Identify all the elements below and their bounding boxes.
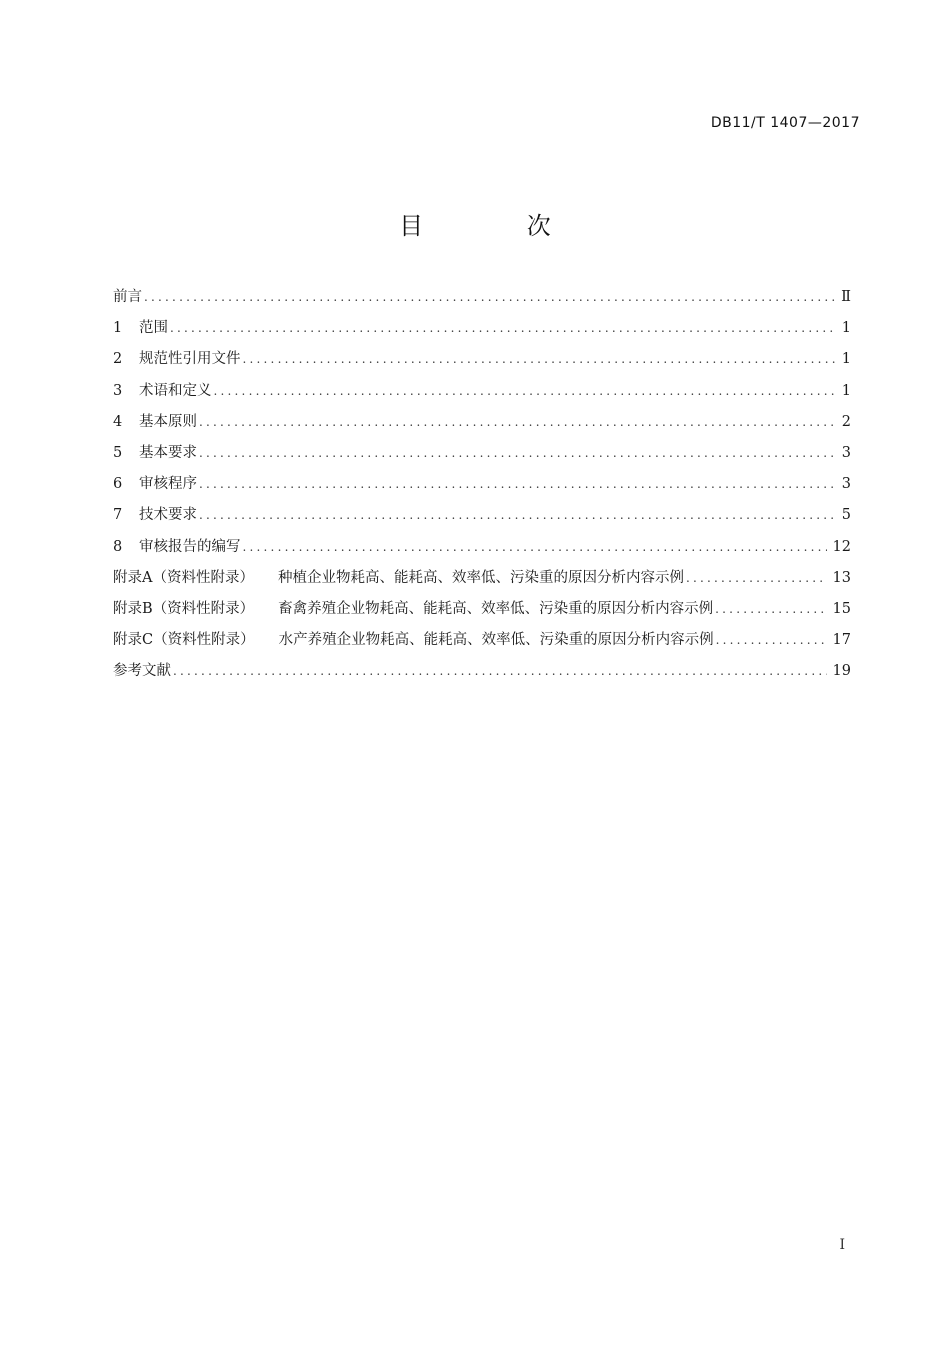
toc-entry-number: 7 (113, 507, 123, 524)
toc-dot-leader (199, 412, 836, 432)
toc-entry-label: 技术要求 (139, 507, 197, 524)
toc-entry-page: 15 (832, 600, 851, 617)
toc-entry-label (113, 630, 714, 650)
toc-entry-number: 1 (113, 320, 123, 337)
toc-entry-label: 范围 (139, 320, 168, 337)
toc-entry-label: 参考文献 (113, 663, 171, 680)
toc-entry-basic-requirements[interactable] (113, 443, 851, 474)
toc-entry-label: 审核报告的编写 (139, 538, 241, 555)
toc-entry-page: 1 (841, 320, 851, 337)
toc-dot-leader (686, 568, 827, 588)
toc-dot-leader (170, 318, 836, 338)
toc-entry-technical-requirements[interactable] (113, 505, 851, 536)
page-number: I (839, 1237, 845, 1253)
toc-entry-foreword[interactable] (113, 287, 851, 318)
toc-entry-number: 4 (113, 413, 123, 430)
toc-appendix-title: 水产养殖企业物耗高、能耗高、效率低、污染重的原因分析内容示例 (278, 632, 714, 649)
toc-dot-leader (199, 505, 836, 525)
toc-entry-label: 基本要求 (139, 444, 197, 461)
toc-dot-leader (715, 599, 826, 619)
toc-entry-page: 1 (841, 351, 851, 368)
toc-dot-leader (144, 287, 835, 307)
toc-entry-scope[interactable] (113, 318, 851, 349)
toc-entry-page: 17 (832, 632, 851, 649)
toc-entry-page: 3 (841, 444, 851, 461)
toc-entry-page: 3 (841, 476, 851, 493)
toc-entry-audit-report[interactable] (113, 537, 851, 568)
toc-entry-number: 8 (113, 538, 123, 555)
toc-entry-number: 6 (113, 476, 123, 493)
toc-dot-leader (199, 443, 836, 463)
toc-dot-leader (243, 349, 836, 369)
toc-entry-label: 术语和定义 (139, 382, 212, 399)
toc-appendix-title: 畜禽养殖企业物耗高、能耗高、效率低、污染重的原因分析内容示例 (278, 600, 714, 617)
toc-dot-leader (243, 537, 827, 557)
toc-entry-page: 13 (832, 569, 851, 586)
toc-entry-page: 5 (841, 507, 851, 524)
toc-entry-bibliography[interactable] (113, 661, 851, 692)
toc-entry-appendix-a[interactable] (113, 568, 851, 599)
toc-entry-appendix-b[interactable] (113, 599, 851, 630)
toc-entry-page: 12 (832, 538, 851, 555)
toc-dot-leader (214, 381, 836, 401)
toc-appendix-tag: 附录C（资料性附录） (113, 632, 255, 649)
toc-entry-label (113, 568, 684, 588)
toc-entry-page: Ⅱ (841, 289, 851, 305)
toc-entry-appendix-c[interactable] (113, 630, 851, 661)
toc-entry-label (113, 599, 713, 619)
standard-code: DB11/T 1407—2017 (710, 115, 860, 131)
toc-entry-page: 19 (832, 663, 851, 680)
toc-appendix-tag: 附录B（资料性附录） (113, 600, 255, 617)
toc-appendix-tag: 附录A（资料性附录） (113, 569, 254, 586)
toc-entry-number: 3 (113, 382, 123, 399)
toc-entry-number: 2 (113, 351, 123, 368)
toc-entry-label: 规范性引用文件 (139, 351, 241, 368)
toc-entry-normative-references[interactable] (113, 349, 851, 380)
toc-dot-leader (199, 474, 836, 494)
toc-dot-leader (716, 630, 827, 650)
toc-entry-number: 5 (113, 444, 123, 461)
toc-entry-audit-procedure[interactable] (113, 474, 851, 505)
toc-entry-terms-definitions[interactable] (113, 381, 851, 412)
toc-entry-basic-principles[interactable] (113, 412, 851, 443)
toc-entry-page: 1 (841, 382, 851, 399)
page-title: 目 次 (399, 212, 599, 240)
toc-appendix-title: 种植企业物耗高、能耗高、效率低、污染重的原因分析内容示例 (277, 569, 684, 586)
table-of-contents (113, 287, 851, 692)
toc-entry-page: 2 (841, 413, 851, 430)
toc-entry-label: 基本原则 (139, 413, 197, 430)
toc-entry-label: 前言 (113, 289, 142, 305)
toc-dot-leader (173, 661, 827, 681)
toc-entry-label: 审核程序 (139, 476, 197, 493)
